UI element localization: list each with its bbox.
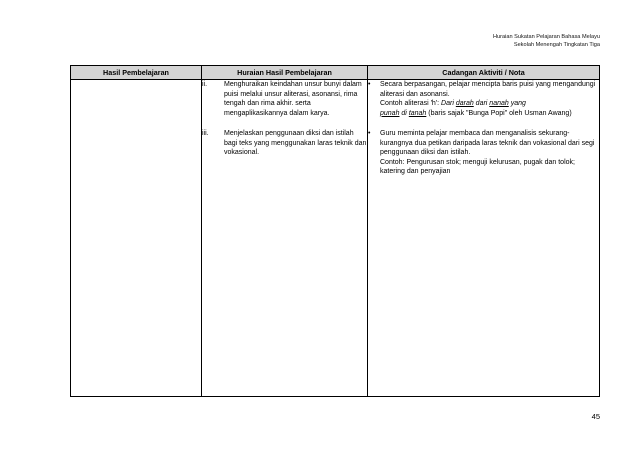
column-header-hasil: Hasil Pembelajaran xyxy=(71,66,202,80)
table-header-row xyxy=(71,66,600,80)
list-item xyxy=(202,80,367,118)
item-text: Guru meminta pelajar membaca dan menganalisis sekurang-kurangnya dua petikan daripada laras teknik dan vokasional dari segi penggunaan diksi dan istilah. Contoh: Pengurusan stok; menguji kelurusan, pugak dan tolok; katering dan penyajian xyxy=(380,130,595,175)
list-item xyxy=(368,129,599,177)
item-text: Menjelaskan penggunaan diksi dan istilah bagi teks yang menggunakan laras teknik dan vokasional. xyxy=(224,130,367,156)
item-number: ii. xyxy=(202,81,208,88)
page-number: 45 xyxy=(591,412,600,421)
bullet-icon: • xyxy=(368,81,371,88)
list-item xyxy=(368,80,599,118)
table-row xyxy=(71,80,600,397)
header-line-1: Huraian Sukatan Pelajaran Bahasa Melayu xyxy=(493,34,600,40)
column-header-aktiviti: Cadangan Aktiviti / Nota xyxy=(368,66,600,80)
item-text: Secara berpasangan, pelajar mencipta baris puisi yang mengandungi aliterasi dan asonansi. Contoh aliterasi 'h': Dari darah dari nanah yang punah di tanah (baris sajak "Bunga Popi" oleh Usman Awang) xyxy=(380,81,596,117)
cell-huraian xyxy=(202,80,368,397)
header-line-2: Sekolah Menengah Tingkatan Tiga xyxy=(513,42,600,48)
cell-hasil-pembelajaran xyxy=(71,80,202,397)
list-item xyxy=(202,129,367,158)
curriculum-table xyxy=(70,65,600,397)
item-text: Menghuraikan keindahan unsur bunyi dalam puisi melalui unsur aliterasi, asonansi, rima tengah dan rima akhir. serta mengaplikasikannya dalam karya. xyxy=(224,81,362,117)
item-number: iii. xyxy=(202,130,209,137)
document-header xyxy=(493,33,600,49)
column-header-huraian: Huraian Hasil Pembelajaran xyxy=(202,66,368,80)
cell-aktiviti xyxy=(368,80,600,397)
bullet-icon: • xyxy=(368,130,371,137)
